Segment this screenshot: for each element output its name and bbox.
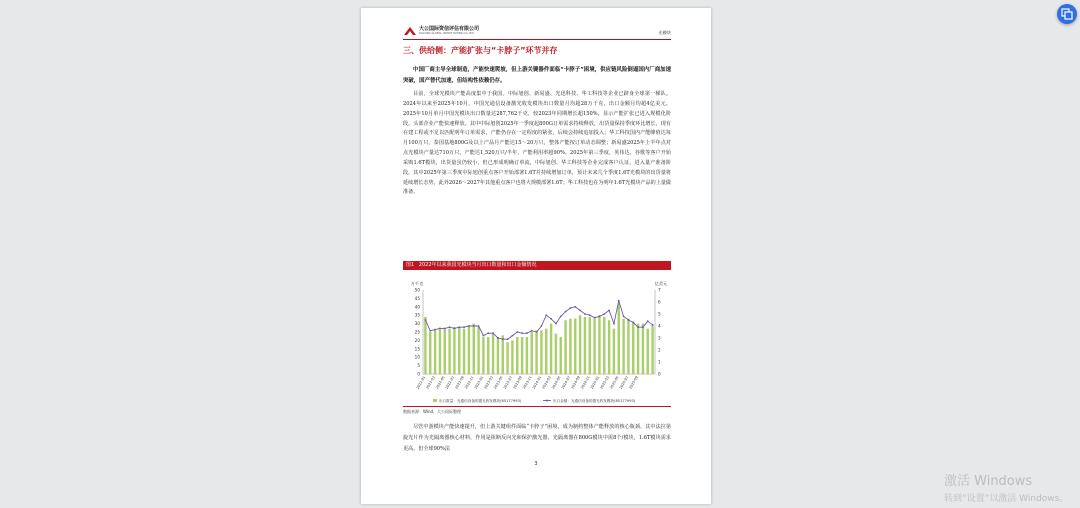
bar-export-quantity — [642, 324, 644, 374]
bar-export-quantity — [569, 319, 571, 374]
point-export-value — [545, 314, 547, 316]
y-left-tick-label: 10 — [414, 354, 420, 360]
point-export-value — [487, 332, 489, 334]
point-export-value — [642, 326, 644, 328]
y-left-tick-label: 15 — [414, 346, 420, 352]
point-export-value — [444, 328, 446, 330]
x-tick-label: 2023-05 — [493, 375, 504, 390]
bar-export-quantity — [434, 330, 436, 374]
point-export-value — [483, 335, 485, 337]
point-export-value — [565, 311, 567, 313]
bar-export-quantity — [613, 329, 615, 374]
point-export-value — [507, 338, 509, 340]
bar-export-quantity — [598, 315, 600, 374]
body-paragraph: 目前，全球光模块产能高度集中于我国。中际旭创、新易盛、光迅科技、华工科技等企业已跻身全球第一梯队。2024年以来至2025年10月，中国光通信设备激光收发模块出口数量月均超28万千克，出口金额月均超4亿美元。2025年10月单月中国光模块出口数量达287,762千克，较2023年同期增长超150%，显示产能扩张已进入规模化阶段。头部企业产能快速释放。其中中际旭创2025年一季度起800G订单需求持续释放，出货量保持季度环比增长，现有在建工程或不足以匹配明年订单需求，产能仍存在一定程度的紧张，后续会持续追加投入；华工科技国内产能峰值达每月100万只，泰国基地800G及以上产品月产能达15～20万只，整体产能按订单动态调整；新易盛2025年上半年点对点光模块产量达710万只，产能达1,520万只/半年，产能利用率超90%。2025年第三季度，英伟达、谷歌等客户开始采购1.6T模块，出货量虽仍较小，但已形成明确订单流，中际旭创、华工科技等企业完成客户认证，进入量产准备阶段。其中2025年第三季度中际旭创重点客户开始部署1.6T并持续增加订单，预计未来几个季度1.6T光模块的出货量将延续增长态势，此外2026～2027年其他重点客户也将大规模部署1.6T；华工科技也在为明年1.6T光模块产品的上量做准备。 — [403, 91, 671, 196]
company-name: 大公国际资信评估有限公司 — [419, 26, 480, 32]
x-tick-label: 2025-05 — [609, 375, 620, 390]
bar-export-quantity — [453, 327, 455, 374]
bar-export-quantity — [468, 325, 470, 374]
point-export-value — [512, 335, 514, 337]
point-export-value — [541, 325, 543, 327]
bar-export-quantity — [540, 330, 542, 374]
y-left-tick-label: 35 — [414, 312, 420, 318]
point-export-value — [425, 319, 427, 321]
point-export-value — [594, 317, 596, 319]
point-export-value — [473, 325, 475, 327]
x-tick-label: 2023-03 — [483, 375, 494, 390]
bar-export-quantity — [473, 324, 475, 374]
watermark-line1: 激活 Windows — [944, 474, 1033, 489]
legend-marker-value — [546, 400, 548, 402]
bar-export-quantity — [651, 325, 653, 374]
page-number: 3 — [534, 461, 538, 467]
x-tick-label: 2025-01 — [589, 375, 601, 390]
bar-export-quantity — [550, 324, 552, 374]
point-export-value — [647, 320, 649, 322]
point-export-value — [570, 307, 572, 309]
windows-activation-watermark — [944, 470, 1068, 504]
point-export-value — [463, 326, 465, 328]
point-export-value — [536, 331, 538, 333]
bar-export-quantity — [424, 317, 426, 374]
bar-export-quantity — [574, 319, 576, 374]
bar-export-quantity — [444, 329, 446, 374]
bar-export-quantity — [439, 329, 441, 374]
point-export-value — [502, 338, 504, 340]
x-tick-label: 2022-07 — [444, 375, 456, 390]
x-tick-label: 2025-09 — [628, 375, 639, 390]
bar-export-quantity — [429, 332, 431, 374]
point-export-value — [623, 316, 625, 318]
x-tick-label: 2022-05 — [435, 375, 446, 390]
bar-export-quantity — [526, 337, 528, 374]
point-export-value — [550, 318, 552, 320]
bar-export-quantity — [458, 327, 460, 374]
figure-title: 2022年以来我国光模块当月出口数量和出口金额情况 — [418, 262, 537, 268]
x-tick-label: 2024-07 — [560, 375, 572, 390]
bar-export-quantity — [622, 319, 624, 374]
point-export-value — [603, 313, 605, 315]
header-section-label: 光模块 — [658, 30, 671, 35]
section-title: 三、供给侧：产能扩张与“卡脖子”环节并存 — [403, 46, 558, 55]
y-left-tick-label: 0 — [417, 371, 420, 377]
y-left-axis-label: 万千克 — [410, 281, 424, 286]
bar-export-quantity — [618, 303, 620, 374]
bar-export-quantity — [531, 332, 533, 374]
x-tick-label: 2023-01 — [473, 375, 485, 390]
bar-export-quantity — [511, 340, 513, 374]
x-tick-label: 2024-09 — [570, 375, 581, 390]
point-export-value — [468, 325, 470, 327]
bar-export-quantity — [564, 320, 566, 374]
bar-export-quantity — [603, 317, 605, 374]
bar-export-quantity — [593, 319, 595, 374]
x-tick-label: 2022-01 — [415, 375, 427, 390]
y-right-axis-label: 亿美元 — [654, 281, 668, 286]
y-left-tick-label: 50 — [414, 287, 420, 293]
y-left-tick-label: 30 — [414, 321, 420, 327]
y-right-tick-label: 1 — [658, 359, 661, 365]
bar-export-quantity — [482, 337, 484, 374]
point-export-value — [632, 322, 634, 324]
bar-export-quantity — [535, 330, 537, 374]
point-export-value — [555, 323, 557, 325]
y-left-tick-label: 20 — [414, 337, 420, 343]
legend-label-value: 出口金额：光通信设备的激光收发模块(85177993) — [553, 399, 636, 403]
figure-label: 图1 — [406, 262, 415, 268]
bar-export-quantity — [502, 335, 504, 374]
y-right-tick-label: 3 — [658, 335, 661, 341]
point-export-value — [458, 326, 460, 328]
x-tick-label: 2025-07 — [618, 375, 630, 390]
point-export-value — [492, 332, 494, 334]
point-export-value — [429, 330, 431, 332]
figure-caption-bar — [403, 261, 671, 270]
company-logo-icon — [403, 25, 417, 37]
bar-export-quantity — [448, 329, 450, 374]
translate-button[interactable] — [1057, 4, 1077, 24]
point-export-value — [521, 332, 523, 334]
bar-export-quantity — [545, 329, 547, 374]
bar-export-quantity — [463, 329, 465, 374]
x-tick-label: 2022-11 — [464, 375, 475, 390]
legend-swatch-quantity — [433, 399, 437, 402]
x-tick-label: 2024-11 — [580, 375, 591, 390]
x-tick-label: 2024-05 — [551, 375, 562, 390]
x-tick-label: 2023-09 — [512, 375, 523, 390]
point-export-value — [589, 314, 591, 316]
bar-export-quantity — [584, 317, 586, 374]
point-export-value — [560, 316, 562, 318]
y-left-tick-label: 45 — [414, 295, 420, 301]
point-export-value — [434, 329, 436, 331]
point-export-value — [516, 331, 518, 333]
page-header — [403, 25, 671, 40]
bar-export-quantity — [627, 319, 629, 374]
bar-export-quantity — [506, 342, 508, 374]
bar-export-quantity — [497, 337, 499, 374]
bar-export-quantity — [516, 337, 518, 374]
point-export-value — [628, 319, 630, 321]
y-right-tick-label: 6 — [658, 299, 661, 305]
lead-paragraph: 中国厂商主导全球制造，产能快速爬坡，但上游关键器件面临“卡脖子”困境，供应链风险倒逼国内厂商加速突破，国产替代加速，但结构性依赖仍存。 — [403, 67, 671, 84]
company-name-en: DAGONG GLOBAL CREDIT RATING CO.,LTD. — [419, 32, 475, 35]
figure-source: 数据来源：Wind，大公国际整理 — [403, 406, 671, 415]
bar-export-quantity — [560, 337, 562, 374]
point-export-value — [526, 332, 528, 334]
point-export-value — [449, 326, 451, 328]
closing-paragraph: 尽管中游模块产能快速提升，但上游关键组件面临“卡脖子”困境，成为制约整体产能释放的核心瓶颈。其中法拉第旋光片作为光隔离器核心材料，作用是阻断反向光和保护激光器，光隔离器在800G模块中需8个/模块，1.6T模块需求更高，但全球90%法 — [403, 424, 671, 452]
point-export-value — [584, 313, 586, 315]
y-right-tick-label: 0 — [658, 371, 661, 377]
point-export-value — [579, 310, 581, 312]
bar-export-quantity — [608, 320, 610, 374]
point-export-value — [599, 316, 601, 318]
x-tick-label: 2022-03 — [425, 375, 436, 390]
y-left-tick-label: 5 — [417, 363, 420, 369]
x-tick-label: 2022-09 — [454, 375, 465, 390]
point-export-value — [652, 324, 654, 326]
document-page — [361, 8, 711, 504]
bar-export-quantity — [637, 324, 639, 374]
translate-icon — [1057, 4, 1077, 24]
point-export-value — [637, 326, 639, 328]
bar-export-quantity — [492, 334, 494, 374]
bar-export-quantity — [579, 315, 581, 374]
point-export-value — [454, 328, 456, 330]
point-export-value — [574, 306, 576, 308]
point-export-value — [613, 323, 615, 325]
export-chart — [403, 272, 671, 408]
x-tick-label: 2024-03 — [541, 375, 552, 390]
bar-export-quantity — [521, 337, 523, 374]
point-export-value — [439, 328, 441, 330]
bar-export-quantity — [589, 317, 591, 374]
bar-export-quantity — [555, 334, 557, 374]
x-tick-label: 2024-01 — [531, 375, 543, 390]
point-export-value — [497, 337, 499, 339]
x-tick-label: 2025-03 — [599, 375, 610, 390]
y-right-tick-label: 2 — [658, 347, 661, 353]
x-tick-label: 2023-07 — [502, 375, 514, 390]
point-export-value — [608, 310, 610, 312]
bar-export-quantity — [487, 337, 489, 374]
point-export-value — [531, 330, 533, 332]
bar-export-quantity — [647, 329, 649, 374]
y-right-tick-label: 5 — [658, 311, 661, 317]
y-right-tick-label: 7 — [658, 287, 661, 293]
point-export-value — [478, 325, 480, 327]
y-left-tick-label: 40 — [414, 304, 420, 310]
y-left-tick-label: 25 — [414, 329, 420, 335]
point-export-value — [618, 300, 620, 302]
watermark-line2: 转到“设置”以激活 Windows。 — [944, 494, 1069, 504]
bar-export-quantity — [632, 322, 634, 374]
x-tick-label: 2023-11 — [522, 375, 533, 390]
y-right-tick-label: 4 — [658, 323, 661, 329]
legend-label-quantity: 出口数量：光通信设备的激光收发模块(85177993) — [439, 399, 522, 403]
bar-export-quantity — [477, 327, 479, 374]
